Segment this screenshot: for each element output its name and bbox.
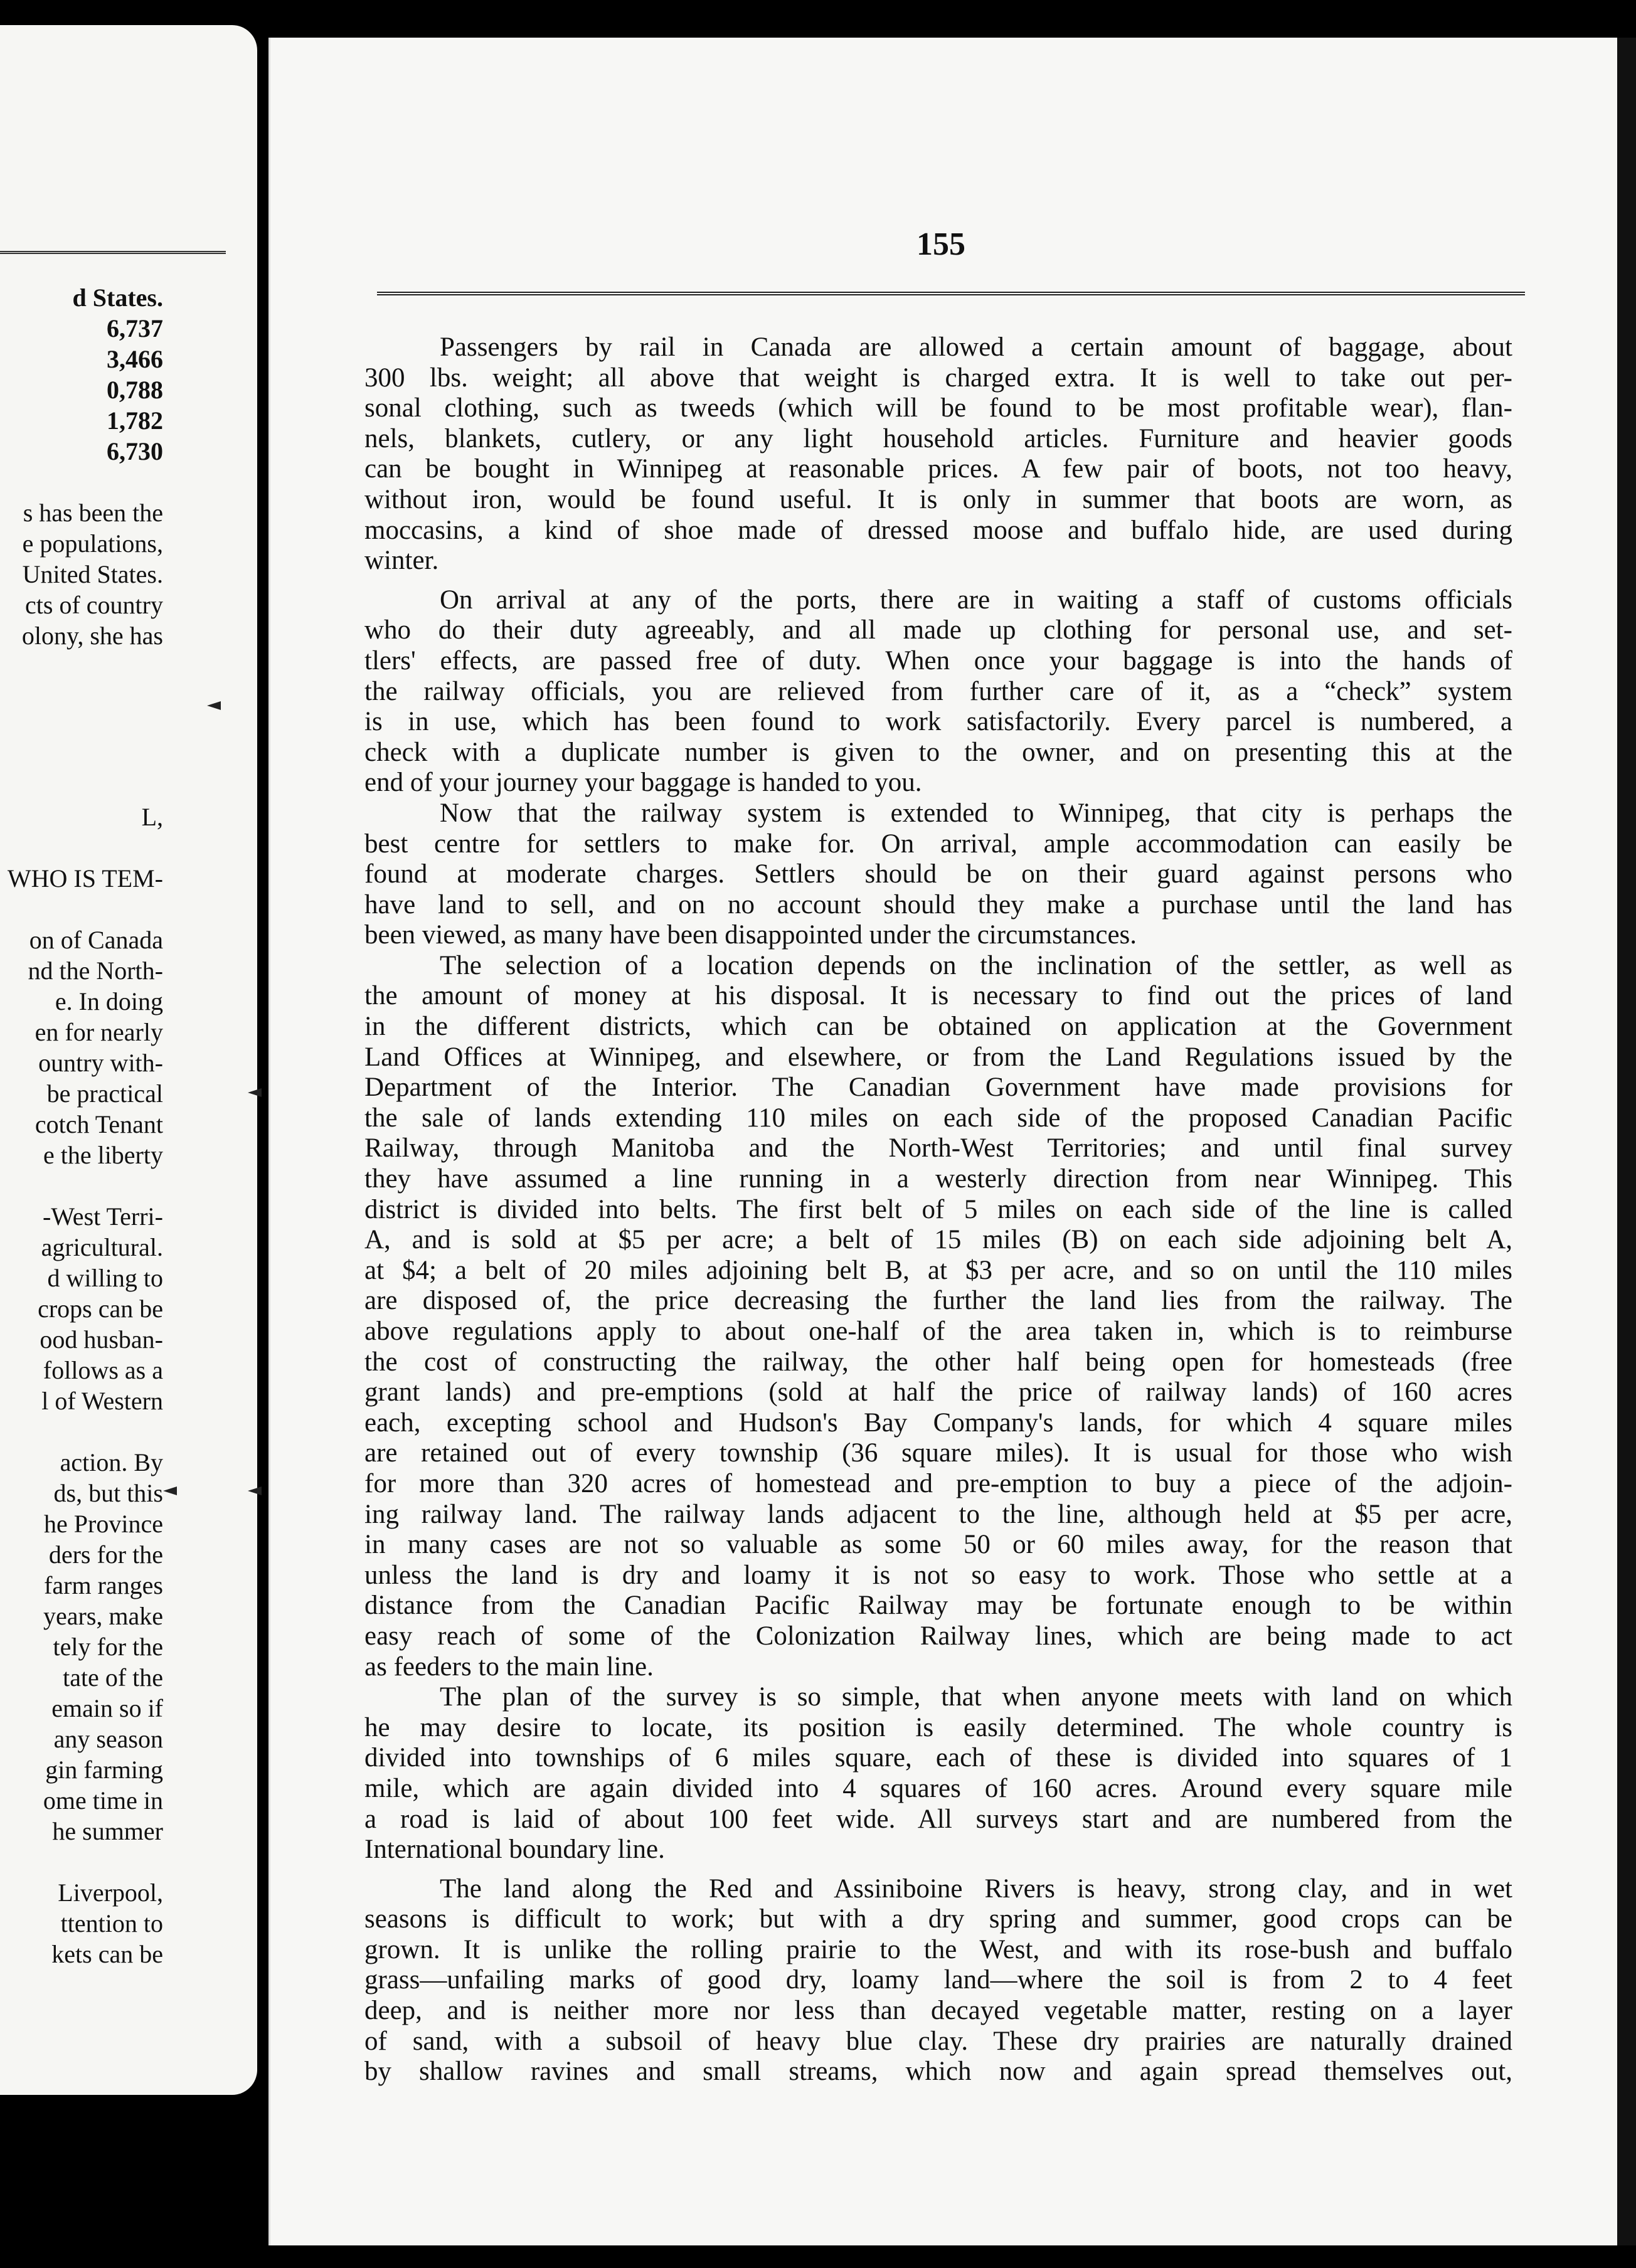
text-line: for more than 320 acres of homestead and pre-emption to buy a piece of the adjoin- xyxy=(364,1468,1512,1498)
left-page-line: L, xyxy=(141,803,163,831)
left-page-line: d willing to xyxy=(47,1264,163,1292)
text-line: unless the land is dry and loamy it is not so easy to work. Those who settle at a xyxy=(364,1560,1512,1590)
text-line: ing railway land. The railway lands adjacent to the line, although held at $5 per acre, xyxy=(364,1499,1512,1529)
text-line: International boundary line. xyxy=(364,1835,665,1865)
left-page-line: WHO IS TEM- xyxy=(7,864,163,893)
left-page-line: 6,737 xyxy=(107,314,163,342)
text-line: the cost of constructing the railway, the other half being open for homesteads (free xyxy=(364,1347,1512,1377)
text-line: at $4; a belt of 20 miles adjoining belt B, at $3 per acre, and so on until the 110 miles xyxy=(364,1255,1512,1285)
text-line: who do their duty agreeably, and all made up clothing for personal use, and set- xyxy=(364,615,1512,645)
text-line: easy reach of some of the Colonization Railway lines, which are being made to act xyxy=(364,1621,1512,1651)
text-line: can be bought in Winnipeg at reasonable prices. A few pair of boots, not too heavy, xyxy=(364,454,1512,484)
text-line: Railway, through Manitoba and the North-West Territories; and until final survey xyxy=(364,1133,1512,1163)
text-line: as feeders to the main line. xyxy=(364,1651,654,1682)
text-line: The land along the Red and Assiniboine Rivers is heavy, strong clay, and in wet xyxy=(440,1873,1512,1904)
left-page-line: Liverpool, xyxy=(58,1879,163,1907)
left-page-line: action. By xyxy=(60,1448,163,1476)
left-page-line: e populations, xyxy=(22,529,163,558)
text-line: On arrival at any of the ports, there are in waiting a staff of customs officials xyxy=(440,585,1512,615)
text-line: check with a duplicate number is given to the owner, and on presenting this at the xyxy=(364,737,1512,767)
left-page-line: d States. xyxy=(72,284,163,312)
text-line: A, and is sold at $5 per acre; a belt of 15 miles (B) on each side adjoining belt A, xyxy=(364,1225,1512,1255)
left-page-line: ome time in xyxy=(43,1786,163,1815)
text-line: of sand, with a subsoil of heavy blue clay. These dry prairies are naturally drained xyxy=(364,2026,1512,2056)
text-line: grass—unfailing marks of good dry, loamy land—where the soil is from 2 to 4 feet xyxy=(364,1965,1512,1995)
right-page xyxy=(268,38,1636,2245)
left-page xyxy=(0,25,257,2095)
text-line: a road is laid of about 100 feet wide. All surveys start and are numbered from the xyxy=(364,1804,1512,1834)
text-line: end of your journey your baggage is handed to you. xyxy=(364,768,922,798)
margin-mark xyxy=(207,701,221,710)
page-number: 155 xyxy=(916,226,965,262)
left-page-line: ountry with- xyxy=(38,1049,163,1077)
left-page-line xyxy=(0,1847,251,1877)
text-line: tlers' effects, are passed free of duty. When once your baggage is into the hands of xyxy=(364,645,1512,676)
text-line: he may desire to locate, its position is easily determined. The whole country is xyxy=(364,1712,1512,1742)
text-line: Land Offices at Winnipeg, and elsewhere, or from the Land Regulations issued by the xyxy=(364,1042,1512,1072)
left-page-line: tely for the xyxy=(53,1633,163,1661)
text-line: are retained out of every township (36 square miles). It is usual for those who wish xyxy=(364,1438,1512,1468)
left-page-line: 6,730 xyxy=(107,437,163,465)
left-page-line: years, make xyxy=(43,1602,163,1630)
text-line: been viewed, as many have been disappointed under the circumstances. xyxy=(364,920,1137,950)
left-page-line: olony, she has xyxy=(21,622,163,650)
left-page-line: agricultural. xyxy=(41,1233,163,1261)
text-line: in the different districts, which can be obtained on application at the Government xyxy=(364,1012,1512,1042)
left-page-line: ttention to xyxy=(60,1909,163,1937)
text-line: nels, blankets, cutlery, or any light household articles. Furniture and heavier goods xyxy=(364,423,1512,453)
left-page-line xyxy=(0,894,251,925)
text-line: without iron, would be found useful. It is only in summer that boots are worn, as xyxy=(364,484,1512,514)
left-page-line xyxy=(0,832,251,863)
left-page-line: kets can be xyxy=(51,1940,163,1968)
left-page-line: -West Terri- xyxy=(42,1202,163,1231)
text-line: they have assumed a line running in a westerly direction from near Winnipeg. This xyxy=(364,1164,1512,1194)
left-page-line: e the liberty xyxy=(43,1141,163,1169)
left-page-line: gin farming xyxy=(45,1756,163,1784)
text-line: each, excepting school and Hudson's Bay Company's lands, for which 4 square miles xyxy=(364,1407,1512,1438)
left-page-line: emain so if xyxy=(51,1694,163,1722)
text-line: winter. xyxy=(364,546,439,576)
left-page-line: s has been the xyxy=(23,499,163,527)
left-page-line: follows as a xyxy=(43,1356,163,1384)
text-line: the sale of lands extending 110 miles on each side of the proposed Canadian Pacific xyxy=(364,1103,1512,1133)
text-line: district is divided into belts. The first belt of 5 miles on each side of the line is called xyxy=(364,1194,1512,1224)
text-line: 300 lbs. weight; all above that weight is charged extra. It is well to take out per- xyxy=(364,363,1512,393)
left-page-line: 3,466 xyxy=(107,345,163,373)
left-page-line: cts of country xyxy=(25,591,163,619)
left-page-line: crops can be xyxy=(38,1295,163,1323)
text-line: The selection of a location depends on the inclination of the settler, as well as xyxy=(440,950,1512,980)
text-line: moccasins, a kind of shoe made of dressed moose and buffalo hide, are used during xyxy=(364,515,1512,545)
text-line: the amount of money at his disposal. It is necessary to find out the prices of land xyxy=(364,981,1512,1011)
body-text xyxy=(364,332,1512,2087)
header-rule xyxy=(377,292,1525,295)
text-line: by shallow ravines and small streams, which now and again spread themselves out, xyxy=(364,2057,1512,2087)
margin-mark xyxy=(163,1486,177,1495)
margin-mark xyxy=(248,1088,262,1097)
left-page-line xyxy=(0,726,251,802)
left-page-line: ders for the xyxy=(48,1540,163,1569)
left-page-line: e. In doing xyxy=(55,987,163,1015)
left-page-line: tate of the xyxy=(63,1663,163,1692)
left-page-line: on of Canada xyxy=(29,926,163,954)
left-page-line: be practical xyxy=(46,1079,163,1108)
left-page-line: he Province xyxy=(44,1510,163,1538)
text-line: are disposed of, the price decreasing the further the land lies from the railway. The xyxy=(364,1286,1512,1316)
text-line: deep, and is neither more nor less than decayed vegetable matter, resting on a layer xyxy=(364,1996,1512,2026)
left-page-line xyxy=(0,467,251,497)
text-line: have land to sell, and on no account should they make a purchase until the land has xyxy=(364,889,1512,919)
text-line: sonal clothing, such as tweeds (which will be found to be most profitable wear), flan- xyxy=(364,393,1512,423)
text-line: grown. It is unlike the rolling prairie to the West, and with its rose-bush and buffalo xyxy=(364,1934,1512,1964)
left-page-line: United States. xyxy=(22,560,163,588)
left-page-line: l of Western xyxy=(41,1387,163,1415)
text-line: in many cases are not so valuable as some 50 or 60 miles away, for the reason that xyxy=(364,1530,1512,1560)
text-line: grant lands) and pre-emptions (sold at half the price of railway lands) of 160 acres xyxy=(364,1377,1512,1407)
left-page-line xyxy=(0,1416,251,1447)
text-line: divided into townships of 6 miles square, each of these is divided into squares of 1 xyxy=(364,1743,1512,1773)
text-line: mile, which are again divided into 4 squares of 160 acres. Around every square mile xyxy=(364,1773,1512,1803)
text-line: above regulations apply to about one-half of the area taken in, which is to reimburse xyxy=(364,1317,1512,1346)
text-line: seasons is difficult to work; but with a dry spring and summer, good crops can be xyxy=(364,1904,1512,1934)
text-line: Department of the Interior. The Canadian Government have made provisions for xyxy=(364,1073,1512,1103)
text-line: is in use, which has been found to work satisfactorily. Every parcel is numbered, a xyxy=(364,707,1512,737)
left-page-line: 1,782 xyxy=(107,406,163,435)
left-page-line: ood husban- xyxy=(40,1325,163,1354)
left-page-line xyxy=(0,1170,251,1201)
left-page-line: he summer xyxy=(52,1817,163,1845)
left-page-text xyxy=(0,282,251,1969)
text-line: The plan of the survey is so simple, that when anyone meets with land on which xyxy=(440,1682,1512,1712)
text-line: found at moderate charges. Settlers should be on their guard against persons who xyxy=(364,859,1512,889)
right-page-edge xyxy=(1617,38,1636,2245)
left-page-line: cotch Tenant xyxy=(35,1110,163,1138)
left-page-line: any season xyxy=(53,1725,163,1753)
left-page-line: en for nearly xyxy=(35,1018,163,1046)
text-line: the railway officials, you are relieved from further care of it, as a “check” system xyxy=(364,676,1512,706)
left-page-line: nd the North- xyxy=(28,956,163,985)
left-page-rule xyxy=(0,251,226,254)
text-line: best centre for settlers to make for. On arrival, ample accommodation can easily be xyxy=(364,829,1512,859)
left-page-line: ds, but this xyxy=(53,1479,163,1507)
left-page-line: 0,788 xyxy=(107,376,163,404)
text-line: Now that the railway system is extended to Winnipeg, that city is perhaps the xyxy=(440,798,1512,828)
text-line: Passengers by rail in Canada are allowed a certain amount of baggage, about xyxy=(440,332,1512,362)
text-line: distance from the Canadian Pacific Railway may be fortunate enough to be within xyxy=(364,1591,1512,1621)
margin-mark xyxy=(248,1486,262,1495)
left-page-line xyxy=(0,651,251,726)
left-page-line: farm ranges xyxy=(44,1571,163,1599)
